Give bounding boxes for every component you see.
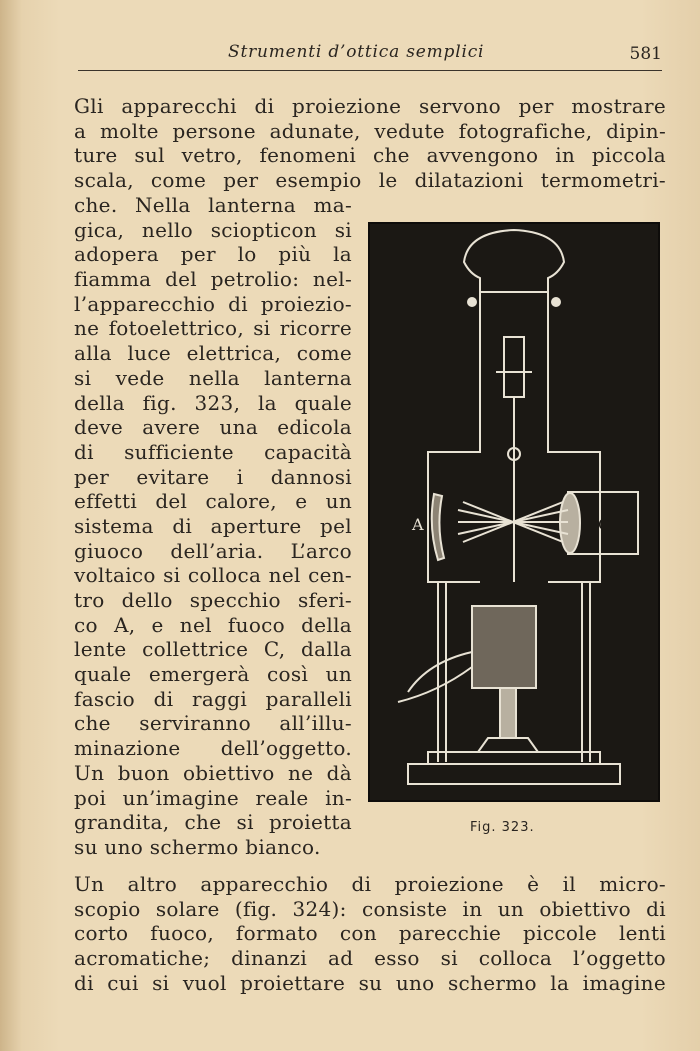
running-title: Strumenti d’ottica semplici — [228, 42, 485, 62]
text-line: voltaico si colloca nel cen- — [74, 563, 352, 588]
paragraph-2 — [74, 872, 666, 995]
text-line: che. Nella lanterna ma- — [74, 193, 352, 217]
text-line: della fig. 323, la quale — [74, 390, 352, 415]
text-line: a molte persone adunate, vedute fotografiche, dipin- — [74, 118, 666, 143]
text-line: l’apparecchio di proiezio- — [74, 291, 352, 316]
text-line: Un altro apparecchio di proiezione è il micro- — [74, 872, 666, 896]
label-a: A — [412, 515, 424, 534]
text-line: gica, nello sciopticon si — [74, 217, 352, 242]
text-line: corto fuoco, formato con parecchie piccole lenti — [74, 921, 666, 946]
text-line: sistema di aperture pel — [74, 513, 352, 538]
text-line: per evitare i dannosi — [74, 464, 352, 489]
text-line: acromatiche; dinanzi ad esso si colloca l’oggetto — [74, 946, 666, 971]
text-line: su uno schermo bianco. — [74, 834, 321, 859]
text-line: adopera per lo più la — [74, 242, 352, 267]
text-line: co A, e nel fuoco della — [74, 612, 352, 637]
text-line: ture sul vetro, fenomeni che avvengono in piccola — [74, 143, 666, 168]
text-line: effetti del calore, e un — [74, 489, 352, 514]
text-line: poi un’imagine reale in- — [74, 785, 352, 810]
text-line: di cui si vuol proiettare su uno schermo la imagine — [74, 970, 666, 995]
page-header — [78, 40, 662, 71]
text-line: giuoco dell’aria. L’arco — [74, 538, 352, 563]
text-line: si vede nella lanterna — [74, 365, 352, 390]
text-line: che serviranno all’illu- — [74, 711, 352, 736]
text-line: Gli apparecchi di proiezione servono per mostrare — [74, 94, 666, 118]
paragraph-1-wrapped — [74, 193, 352, 860]
label-c: C — [598, 515, 611, 534]
text-line: ne fotoelettrico, si ricorre — [74, 316, 352, 341]
page-number: 581 — [629, 44, 662, 64]
text-line: quale emergerà così un — [74, 662, 352, 687]
text-line: deve avere una edicola — [74, 415, 352, 440]
text-line: lente collettrice C, dalla — [74, 637, 352, 662]
text-line: minazione dell’oggetto. — [74, 736, 352, 761]
figure-caption: Fig. 323. — [470, 820, 535, 835]
paragraph-1-fullwidth — [74, 94, 666, 193]
text-line: alla luce elettrica, come — [74, 341, 352, 366]
figure-323-projection-lantern — [368, 222, 660, 802]
lantern-illustration — [368, 222, 660, 802]
text-line: tro dello specchio sferi- — [74, 588, 352, 612]
text-line: di sufficiente capacità — [74, 439, 352, 464]
text-line: grandita, che si proietta — [74, 810, 352, 835]
text-line: fiamma del petrolio: nel- — [74, 267, 352, 292]
text-line: scopio solare (fig. 324): consiste in un obiettivo di — [74, 896, 666, 921]
text-line: fascio di raggi paralleli — [74, 686, 352, 711]
text-line: Un buon obiettivo ne dà — [74, 760, 352, 785]
text-line: scala, come per esempio le dilatazioni termometri- — [74, 168, 666, 193]
